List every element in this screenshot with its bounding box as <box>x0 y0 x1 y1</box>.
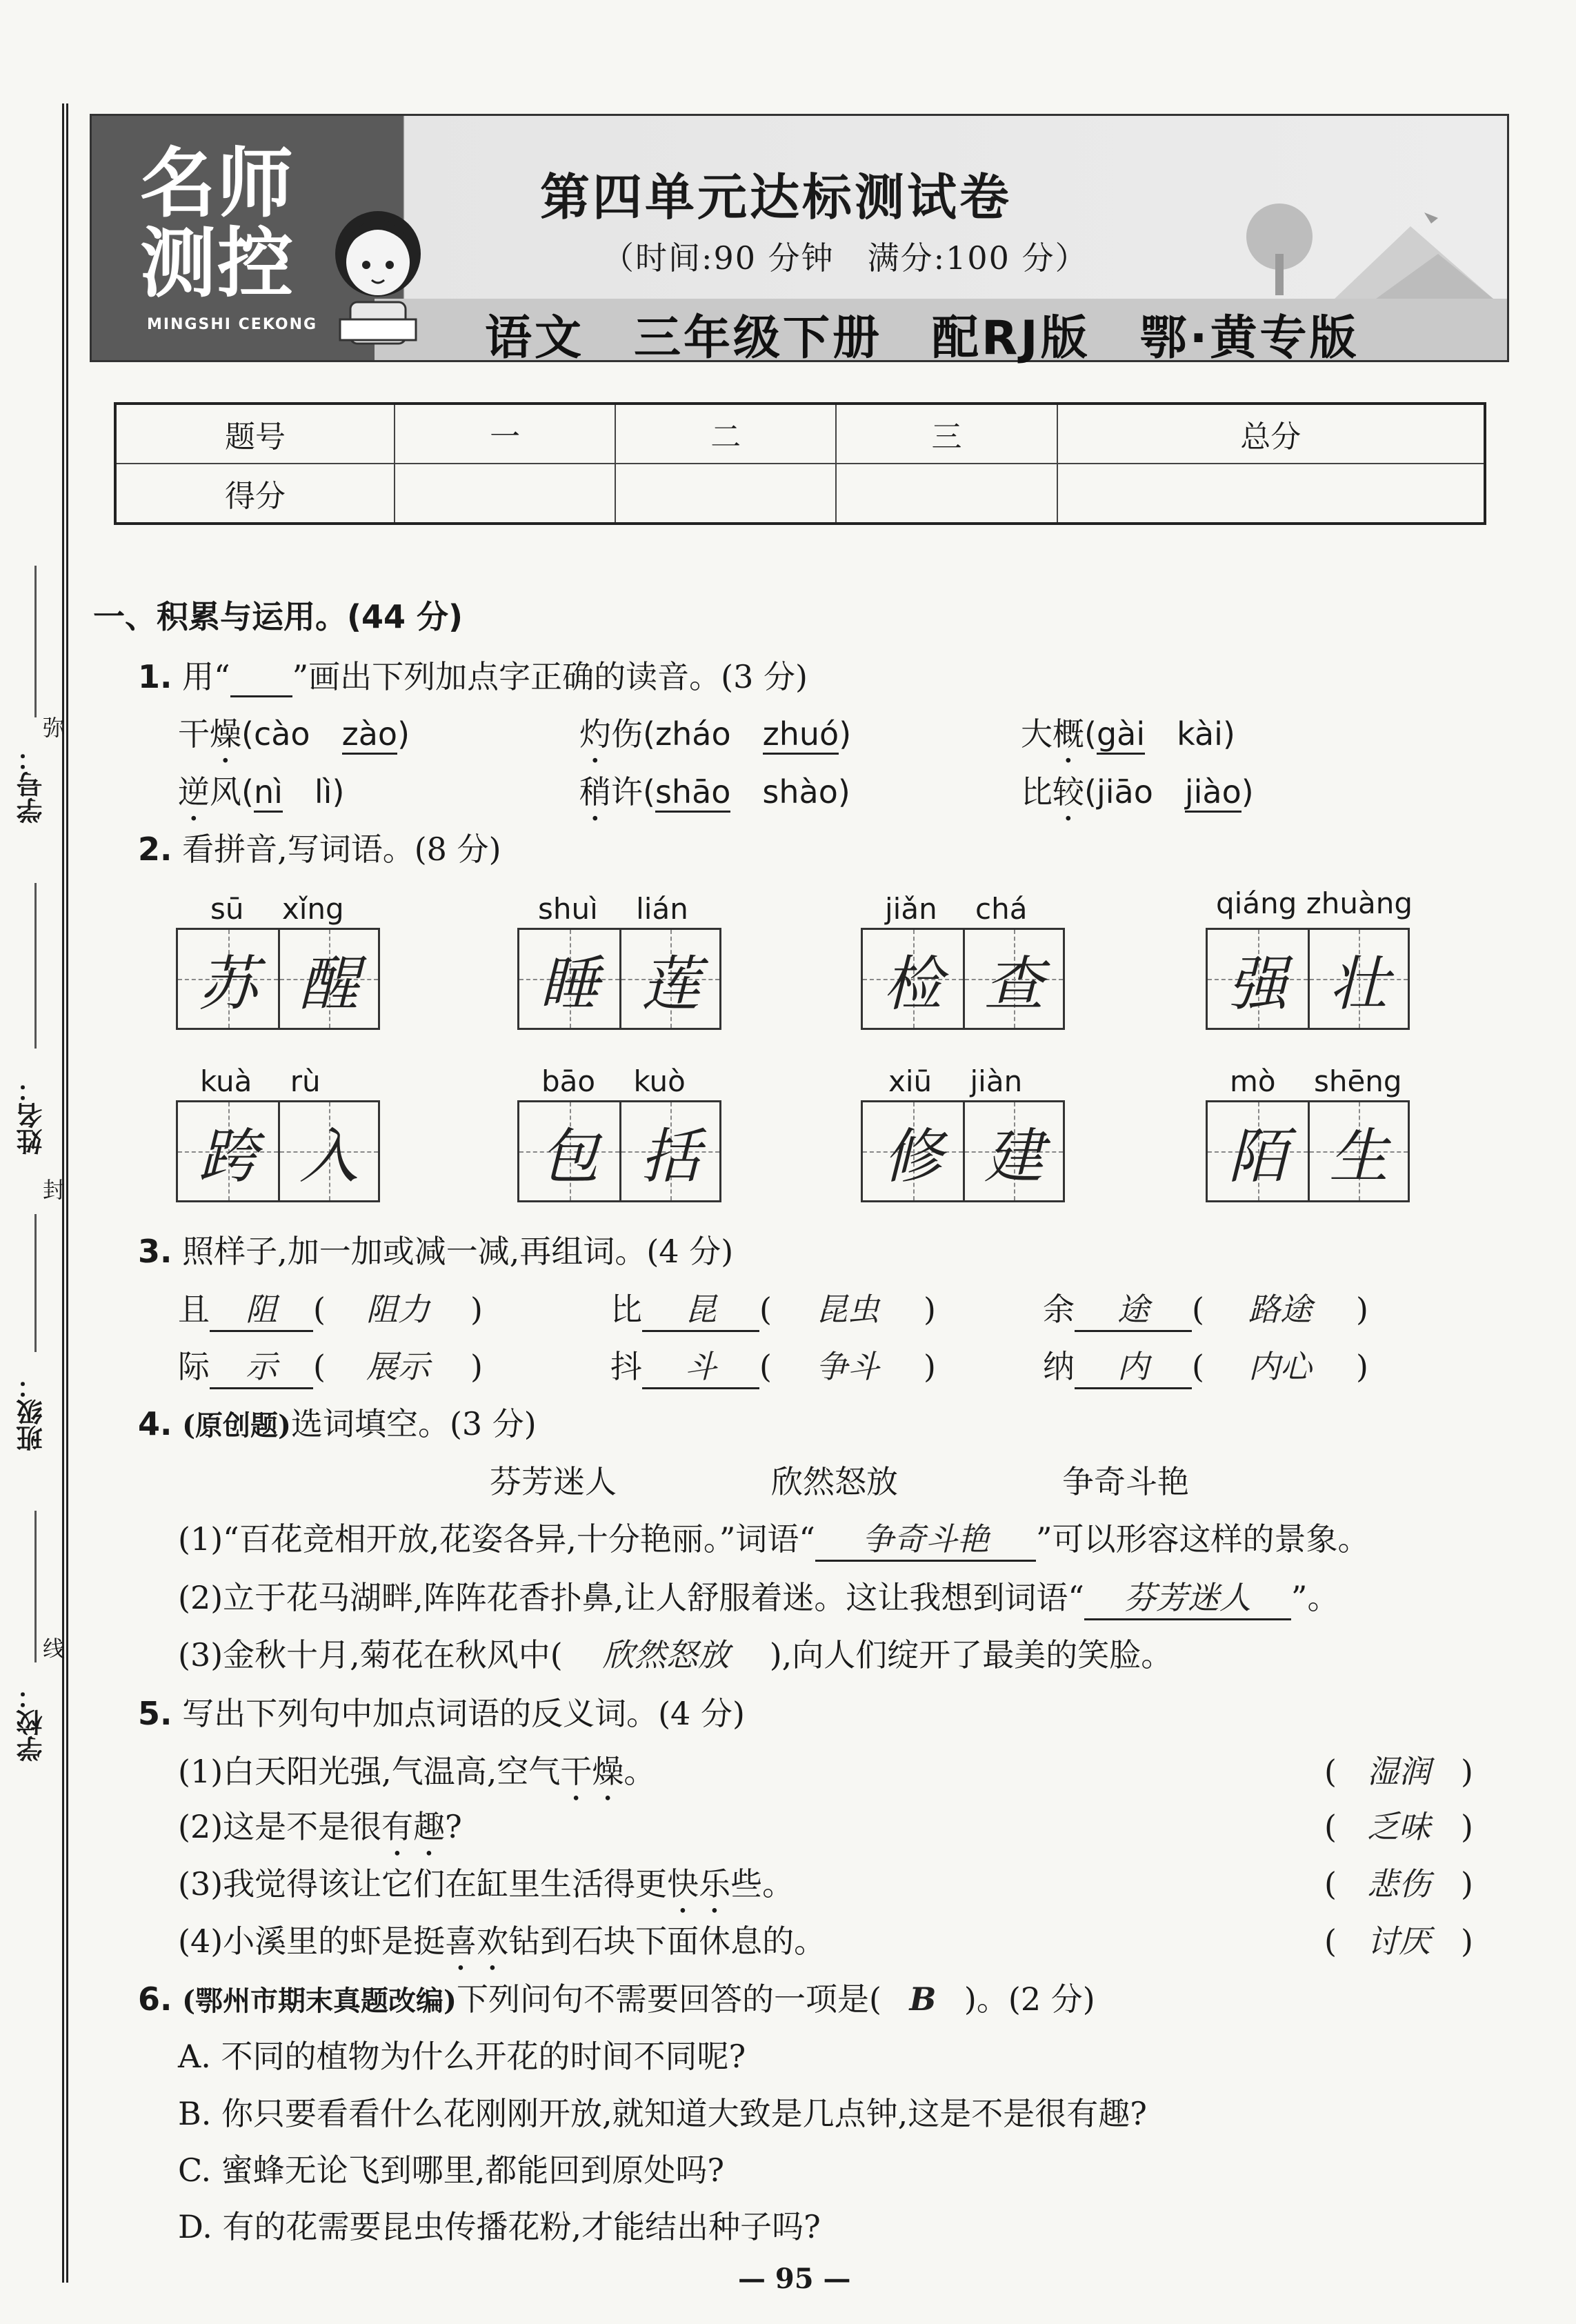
q2-word-5-pinyin: kuà rù <box>200 1064 321 1098</box>
landscape-illustration-icon <box>1231 199 1493 299</box>
q5-item-3 <box>178 1859 794 1920</box>
q2-word-3-char2: 查 <box>984 950 1044 1019</box>
q3-item-1-word[interactable]: 阻力 <box>366 1291 430 1328</box>
q5-item-2-post: ? <box>445 1808 462 1845</box>
q4-s1-answer[interactable]: 争奇斗艳 <box>815 1514 1036 1562</box>
q1-item-4-opt2[interactable]: lì <box>314 773 332 811</box>
q3-item-5 <box>610 1342 936 1389</box>
q2-word-5 <box>176 1059 383 1202</box>
q4-s3-answer[interactable]: 欣然怒放 <box>602 1636 730 1674</box>
mascot-girl-icon <box>319 199 437 350</box>
q2-word-8 <box>1206 1059 1413 1202</box>
q1-item-2-opt2[interactable]: zhuó <box>763 715 839 755</box>
q2-word-3-char1: 检 <box>883 950 943 1019</box>
q2-word-8-grid[interactable] <box>1206 1100 1410 1202</box>
q3-item-3 <box>1043 1284 1368 1332</box>
q4-s3-text-a: (3)金秋十月,菊花在秋风中( <box>178 1636 563 1674</box>
q2-word-4-pinyin: qiáng zhuàng <box>1216 886 1413 920</box>
q1-item-2: 灼伤(zháo zhuó) <box>579 709 851 771</box>
q1-item-3: 大概(gài kài) <box>1021 709 1235 771</box>
q5-item-2-dotted: 有趣 <box>381 1808 446 1845</box>
q2-word-2-char2: 莲 <box>641 950 700 1019</box>
q2-word-5-char2: 入 <box>299 1122 359 1191</box>
q3-item-4 <box>178 1342 483 1389</box>
q3-item-2-word[interactable]: 昆虫 <box>815 1291 879 1328</box>
q3-item-6 <box>1043 1342 1368 1389</box>
q2-number: 2. <box>138 831 172 868</box>
q4-tag: (原创题) <box>182 1409 291 1442</box>
q2-word-5-grid[interactable] <box>176 1100 380 1202</box>
q2-word-7-char2: 建 <box>984 1122 1044 1191</box>
q5-answer-3-text: 悲伤 <box>1366 1865 1430 1903</box>
margin-blank-2 <box>34 883 37 1049</box>
q1-item-2-opt1[interactable]: zháo <box>655 715 731 753</box>
brand-logo <box>140 139 295 308</box>
q1-item-5-dotted: 稍 <box>579 773 611 811</box>
q3-item-3-word[interactable]: 路途 <box>1248 1291 1312 1328</box>
q1-item-1-dotted: 燥 <box>210 715 241 753</box>
q4-s2-text-a: (2)立于花马湖畔,阵阵花香扑鼻,让人舒服着迷。这让我想到词语“ <box>178 1579 1084 1616</box>
q1-item-3-dotted: 概 <box>1053 715 1084 753</box>
q4-s1-text-b: ”可以形容这样的景象。 <box>1035 1520 1370 1558</box>
q3-item-5-base: 抖 <box>610 1348 642 1385</box>
score-header-part1: 一 <box>395 404 615 464</box>
q5-answer-4[interactable]: ( 讨厌 ) <box>1324 1916 1473 1962</box>
q5-item-3-post: 些。 <box>730 1865 795 1903</box>
seal-mark-mi: 弥 <box>43 715 66 741</box>
q4-s2-text-b: ”。 <box>1290 1579 1339 1616</box>
q3-item-1-open: ( <box>313 1291 326 1328</box>
section1-heading: 一、积累与运用。(44 分) <box>93 598 463 635</box>
score-header-part2: 二 <box>615 404 836 464</box>
q2-word-2 <box>517 886 724 1030</box>
q6-option-c: C. 蜜蜂无论飞到哪里,都能回到原处吗? <box>178 2152 725 2189</box>
q2-word-7-grid[interactable] <box>861 1100 1065 1202</box>
q2-word-1-char2: 醒 <box>299 950 359 1019</box>
q4-prompt <box>138 1399 537 1444</box>
q2-word-2-pinyin: shuì lián <box>538 892 688 926</box>
q1-item-1-opt2[interactable]: zào <box>342 715 397 755</box>
binding-line-right <box>66 103 68 2283</box>
q3-item-6-base: 纳 <box>1043 1348 1075 1385</box>
q1-item-6-opt2[interactable]: jiào <box>1185 773 1241 813</box>
exam-subtitle: （时间:90 分钟 满分:100 分） <box>602 239 1088 277</box>
q2-word-1-char1: 苏 <box>198 950 258 1019</box>
q4-option-1: 芬芳迷人 <box>490 1463 617 1500</box>
q3-item-4-word[interactable]: 展示 <box>366 1348 430 1385</box>
q5-text: 写出下列句中加点词语的反义词。(4 分) <box>182 1695 745 1732</box>
margin-blank-1 <box>34 566 37 717</box>
margin-blank-3 <box>34 1214 37 1352</box>
q2-text: 看拼音,写词语。(8 分) <box>182 831 501 868</box>
q1-underline-sample <box>230 658 292 697</box>
q1-text-a: 用“ <box>182 658 230 695</box>
margin-blank-4 <box>34 1511 37 1662</box>
seal-mark-feng: 封 <box>43 1177 66 1203</box>
q1-item-6: 比较(jiāo jiào) <box>1021 767 1254 828</box>
logo-pinyin: MINGSHI CEKONG <box>147 316 318 333</box>
q2-word-3-grid[interactable] <box>861 928 1065 1030</box>
score-row-label: 得分 <box>115 464 395 524</box>
q1-item-5: 稍许(shāo shào) <box>579 767 850 828</box>
q3-item-6-open: ( <box>1192 1348 1204 1385</box>
q1-item-6-char: 比 <box>1021 773 1053 811</box>
q4-s3-text-b: ),向人们绽开了最美的笑脸。 <box>769 1636 1173 1674</box>
q5-item-4-post: 钻到石块下面休息的。 <box>508 1923 826 1960</box>
q6-option-a: A. 不同的植物为什么开花的时间不同呢? <box>178 2038 746 2075</box>
class-label: 班级： <box>16 1373 47 1451</box>
score-cell-part1[interactable] <box>395 464 615 524</box>
q5-item-3-dotted: 快乐 <box>667 1865 731 1903</box>
q2-word-6-pinyin: bāo kuò <box>541 1064 686 1098</box>
q1-item-4-opt1[interactable]: nì <box>254 773 283 813</box>
q2-word-6-grid[interactable] <box>517 1100 721 1202</box>
score-header-part3: 三 <box>836 404 1057 464</box>
q3-item-2-answer[interactable]: 昆 <box>642 1284 759 1332</box>
q2-word-2-grid[interactable] <box>517 928 721 1030</box>
q3-item-4-answer[interactable]: 示 <box>210 1342 313 1389</box>
seal-mark-xian: 线 <box>43 1636 66 1662</box>
score-value-row <box>115 464 1485 524</box>
q4-s2-answer[interactable]: 芬芳迷人 <box>1084 1573 1291 1620</box>
score-cell-part3[interactable] <box>836 464 1057 524</box>
q6-option-b: B. 你只要看看什么花刚刚开放,就知道大致是几点钟,这是不是很有趣? <box>178 2095 1147 2132</box>
q2-word-8-char1: 陌 <box>1228 1122 1288 1191</box>
q2-prompt <box>138 824 501 870</box>
score-header-row <box>115 404 1485 464</box>
score-header-total: 总分 <box>1057 404 1485 464</box>
q2-word-8-char2: 生 <box>1329 1122 1388 1191</box>
q3-item-3-answer[interactable]: 途 <box>1075 1284 1192 1332</box>
q4-option-2: 欣然怒放 <box>771 1463 898 1500</box>
q3-item-2 <box>610 1284 936 1332</box>
q6-tag: (鄂州市期末真题改编) <box>182 1985 457 2017</box>
q2-word-6-char1: 包 <box>539 1122 599 1191</box>
q2-word-7 <box>861 1059 1068 1202</box>
q3-item-4-base: 际 <box>178 1348 210 1385</box>
q3-item-1-answer[interactable]: 阻 <box>210 1284 313 1332</box>
q2-word-3 <box>861 886 1068 1030</box>
q1-item-3-opt1[interactable]: gài <box>1097 715 1145 755</box>
logo-line2: 测控 <box>140 219 295 308</box>
q6-text-a: 下列问句不需要回答的一项是( <box>456 1980 881 2018</box>
q3-item-5-close: ) <box>923 1348 936 1385</box>
q3-item-2-close: ) <box>923 1291 936 1328</box>
q3-item-6-word[interactable]: 内心 <box>1248 1348 1312 1385</box>
q3-item-4-open: ( <box>313 1348 326 1385</box>
q1-item-5-opt2[interactable]: shào <box>762 773 838 811</box>
q3-item-6-answer[interactable]: 内 <box>1075 1342 1192 1389</box>
name-label: 姓名： <box>16 1076 47 1155</box>
q1-item-5-char: 许 <box>611 773 643 811</box>
q5-item-4 <box>178 1916 826 1978</box>
q2-word-8-pinyin: mò shēng <box>1230 1064 1402 1098</box>
q5-item-1-dotted: 干燥 <box>560 1753 624 1790</box>
q3-item-1-base: 且 <box>178 1291 210 1328</box>
header-banner <box>90 114 1509 366</box>
q5-answer-2[interactable]: ( 乏味 ) <box>1324 1802 1473 1847</box>
q6-answer[interactable]: B <box>909 1980 937 2018</box>
q1-item-1-opt1[interactable]: cào <box>253 715 310 753</box>
page-number: — 95 — <box>738 2263 851 2295</box>
q3-item-2-open: ( <box>759 1291 772 1328</box>
q3-item-5-word[interactable]: 争斗 <box>815 1348 879 1385</box>
q3-prompt <box>138 1226 733 1272</box>
q6-number: 6. <box>138 1980 172 2018</box>
q3-item-5-answer[interactable]: 斗 <box>642 1342 759 1389</box>
q5-item-1-pre: (1)白天阳光强,气温高,空气 <box>178 1753 561 1790</box>
q6-prompt <box>138 1974 1095 2020</box>
q5-item-2-pre: (2)这是不是很 <box>178 1808 382 1845</box>
score-cell-total[interactable] <box>1057 464 1485 524</box>
q1-item-3-opt2[interactable]: kài <box>1177 715 1223 753</box>
q4-s1-text-a: (1)“百花竞相开放,花姿各异,十分艳丽。”词语“ <box>178 1520 815 1558</box>
q1-item-4: 逆风(nì lì) <box>178 767 344 828</box>
q3-item-3-base: 余 <box>1043 1291 1075 1328</box>
q6-text-b: )。(2 分) <box>964 1980 1095 2018</box>
q5-answer-4-text: 讨厌 <box>1366 1923 1430 1960</box>
q3-item-6-close: ) <box>1355 1348 1368 1385</box>
q2-word-4-char1: 强 <box>1228 950 1288 1019</box>
q2-word-2-char1: 睡 <box>539 950 599 1019</box>
q5-prompt <box>138 1689 745 1734</box>
q4-sentence-3 <box>178 1630 1173 1676</box>
q2-word-7-pinyin: xiū jiàn <box>888 1064 1023 1098</box>
student-id-label: 学号： <box>16 745 47 824</box>
q1-prompt <box>138 652 808 697</box>
q2-word-4 <box>1206 886 1413 1030</box>
q1-item-6-opt1[interactable]: jiāo <box>1096 773 1153 811</box>
q3-item-3-open: ( <box>1192 1291 1204 1328</box>
q2-word-6 <box>517 1059 724 1202</box>
q1-item-1: 干燥(cào zào) <box>178 709 410 771</box>
q5-answer-1-text: 湿润 <box>1366 1753 1430 1790</box>
q1-item-5-opt1[interactable]: shāo <box>655 773 730 813</box>
q3-item-1-close: ) <box>470 1291 483 1328</box>
q3-item-4-close: ) <box>470 1348 483 1385</box>
q5-answer-3[interactable]: ( 悲伤 ) <box>1324 1859 1473 1905</box>
q3-item-1 <box>178 1284 483 1332</box>
q5-item-2 <box>178 1802 462 1863</box>
q4-sentence-2 <box>178 1573 1339 1620</box>
q3-number: 3. <box>138 1233 172 1270</box>
score-cell-part2[interactable] <box>615 464 836 524</box>
q5-item-1-post: 。 <box>624 1753 656 1790</box>
q3-item-3-close: ) <box>1355 1291 1368 1328</box>
q1-item-1-char: 干 <box>178 715 210 753</box>
q2-word-6-char2: 括 <box>641 1122 700 1191</box>
q5-item-4-dotted: 喜欢 <box>445 1923 509 1960</box>
q1-text-b: ”画出下列加点字正确的读音。(3 分) <box>292 658 808 695</box>
q2-word-1-pinyin: sū xǐng <box>210 892 344 926</box>
q1-number: 1. <box>138 658 172 695</box>
q1-item-4-char: 风 <box>210 773 241 811</box>
q4-sentence-1 <box>178 1514 1369 1562</box>
q3-item-2-base: 比 <box>610 1291 642 1328</box>
q5-answer-2-text: 乏味 <box>1366 1808 1430 1845</box>
q5-item-3-pre: (3)我觉得该让它们在缸里生活得更 <box>178 1865 668 1903</box>
q5-number: 5. <box>138 1695 172 1732</box>
q2-word-4-char2: 壮 <box>1329 950 1388 1019</box>
q1-item-2-char: 伤 <box>611 715 643 753</box>
q4-option-3: 争奇斗艳 <box>1062 1463 1189 1500</box>
q2-word-5-char1: 跨 <box>198 1122 258 1191</box>
q5-item-4-pre: (4)小溪里的虾是挺 <box>178 1923 446 1960</box>
score-header-label: 题号 <box>115 404 395 464</box>
q2-word-4-grid[interactable] <box>1206 928 1410 1030</box>
q2-word-1-grid[interactable] <box>176 928 380 1030</box>
q1-item-6-dotted: 较 <box>1053 773 1084 811</box>
edition-label: 语文 三年级下册 配RJ版 鄂·黄专版 <box>485 311 1359 366</box>
q4-text: 选词填空。(3 分) <box>290 1405 537 1442</box>
q1-item-4-dotted: 逆 <box>178 773 210 811</box>
q4-number: 4. <box>138 1405 172 1442</box>
q6-option-d: D. 有的花需要昆虫传播花粉,才能结出种子吗? <box>178 2208 821 2245</box>
q1-item-3-char: 大 <box>1021 715 1053 753</box>
q2-word-1 <box>176 886 383 1030</box>
q2-word-7-char1: 修 <box>883 1122 943 1191</box>
q1-item-2-dotted: 灼 <box>579 715 611 753</box>
q5-item-1 <box>178 1747 655 1808</box>
school-label: 学校： <box>16 1683 47 1762</box>
exam-title: 第四单元达标测试卷 <box>540 168 1013 226</box>
q2-word-3-pinyin: jiǎn chá <box>885 892 1028 926</box>
score-table <box>114 402 1486 525</box>
q3-item-5-open: ( <box>759 1348 772 1385</box>
q5-answer-1[interactable]: ( 湿润 ) <box>1324 1747 1473 1792</box>
logo-line1: 名师 <box>140 139 295 228</box>
q3-text: 照样子,加一加或减一减,再组词。(4 分) <box>182 1233 734 1270</box>
